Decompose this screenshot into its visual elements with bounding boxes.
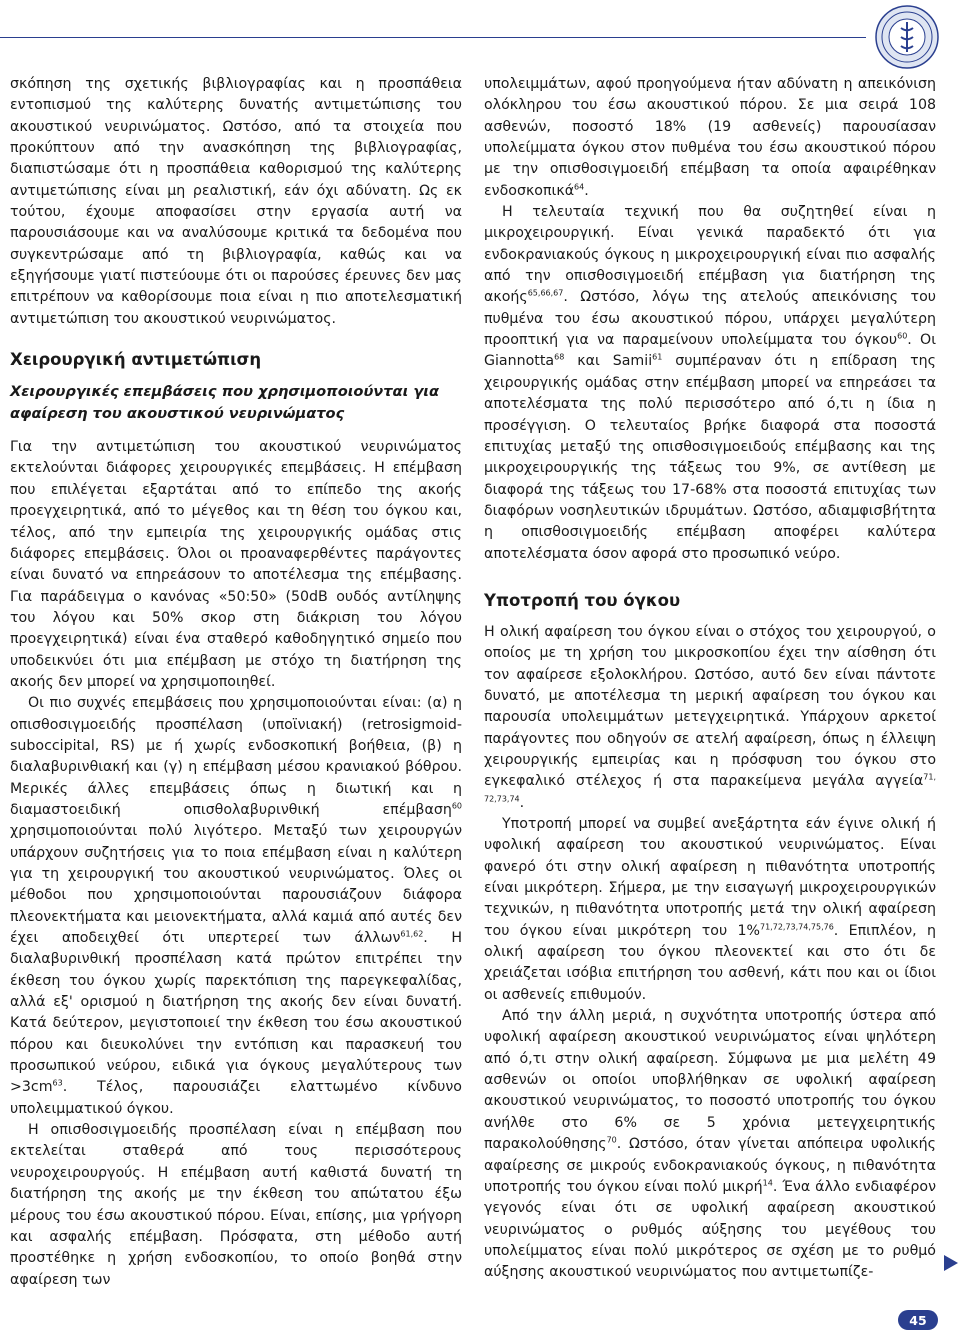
right-paragraph-4 [484, 814, 936, 1006]
left-paragraph-2: Για την αντιμετώπιση του ακουστικού νευρινώματος εκτελούνται διάφορες χειρουργικές επεμβάσεις. Η επέμβαση που επιλέγεται εξαρτάται από το επίπεδο της ακοής προεγχειρητικά, από το μέγεθος και τη θέση του όγκου και, τέλος, από την εμπειρία της χειρουργικής ομάδας στις διάφορες επεμβάσεις. Όλοι οι προαναφερθέντες παράγοντες είναι δυνατό να επηρεάσουν το αποτέλεσμα της επέμβασης. Για παράδειγμα ο κανόνας «50:50» (50dB ουδός αντίληψης του λόγου και 50% σκορ στη διάκριση του λόγου προεγχειρητικά) είναι ένα σταθερό καθοδηγητικό σημείο που υποδεικνύει ότι μια επέμβαση με στόχο τη διατήρηση της ακοής δεν μπορεί να χρησιμοποιηθεί. [10, 439, 462, 690]
citation: 71,72,73,74,75,76 [760, 921, 834, 931]
right-paragraph-5 [484, 1006, 936, 1283]
left-paragraph-1: σκόπηση της σχετικής βιβλιογραφίας και η προσπάθεια εντοπισμού της καλύτερης δυνατής αντιμετώπισης του ακουστικού νευρινώματος. Ωστόσο, από τα στοιχεία που προκύπτουν από την ανασκόπηση της βιβλιογραφίας, διαπιστώσαμε ότι η προσπάθεια καθορισμού της καλύτερης αντιμετώπισης είναι μη ρεαλιστική, εάν όχι αδύνατη. Ως εκ τούτου, έχουμε αποφασίσει στην εργασία αυτή να παρουσιάσουμε και να αναλύσουμε κριτικά τα δεδομένα που συγκεντρώσαμε από τη βιβλιογραφία, καθώς και να εξηγήσουμε γιατί πιστεύουμε ότι οι παρούσες έρευνες δεν μας επιτρέπουν να καθορίσουμε ποια είναι η πιο αποτελεσματική αντιμετώπιση του ακουστικού νευρινώματος. [10, 76, 462, 327]
citation: 65,66,67 [527, 288, 564, 298]
citation: 14 [762, 1178, 773, 1188]
right-paragraph-3 [484, 622, 936, 814]
text-run: . Ένα άλλο ενδιαφέρον γεγονός είναι ότι σε υφολική αφαίρεση ακουστικού νευρινώματος ο ρυθμός αύξησης του μεγέθους του υπολείμματος είναι πολύ μικρότερος σε σχέση με το ρυθμό αύξησης ακουστικού νευρινώματος που αντιμετωπίζε- [484, 1178, 936, 1281]
text-run: Οι πιο συχνές επεμβάσεις που χρησιμοποιούνται είναι: (α) η οπισθοσιγμοειδής προσπέλαση (υποϊνιακή) (retrosigmoid-suboccipital, RS) με ή χωρίς ενδοσκοπική βοήθεια, (β) η διαλαβυρινθιακή και (γ) η επέμβαση μέσου κρανιακού βόθρου. Μερικές άλλες επεμβάσεις όπως η διωτική και η διαμαστοειδική οπισθολαβυρινθική επέμβαση [10, 695, 462, 818]
citation: 60 [451, 801, 462, 811]
right-paragraph-1 [484, 74, 936, 202]
text-run: συμπέραναν ότι η επίδραση της χειρουργικής ομάδας στην επέμβαση μπορεί να επηρεάσει τα αποτελέσματα της πολύ περισσότερο από ό,τι η ίδια η προσέγγιση. Ο τελευταίος βρήκε διαφορά στα ποσοστά επιτυχίας μεταξύ της οπισθοσιγμοειδούς επέμβασης και της μικροχειρουργικής της τάξεως του 9%, σε αντίθεση με διαφορά της τάξεως του 17-68% στα ποσοστά επιτυχίας των διαφόρων νοσηλευτικών ιδρυμάτων. Ωστόσο, αδιαμφισβήτητα η οπισθοσιγμοειδής επέμβαση αποφέρει καλύτερα αποτελέσματα όσον αφορά στο προσωπικό νεύρο. [484, 353, 936, 562]
left-paragraph-3 [10, 693, 462, 1120]
text-run: . [584, 182, 589, 199]
text-run: Υποτροπή μπορεί να συμβεί ανεξάρτητα εάν έγινε ολική ή υφολική αφαίρεση του ακουστικού νευρινώματος. Είναι φανερό ότι στην ολική αφαίρεση η πιθανότητα υποτροπής είναι μικρότερη. Σήμερα, με την εισαγωγή μικροχειρουργικών τεχνικών, η πιθανότητα υποτροπής μετά την ολική αφαίρεση του όγκου είναι μικρότερη του 1% [484, 816, 936, 939]
citation: 71, 72,73,74 [484, 772, 936, 803]
text-run: υπολειμμάτων, αφού προηγούμενα ήταν αδύνατη η απεικόνιση ολόκληρου του έσω ακουστικού πόρου. Σε μια σειρά 108 ασθενών, ποσοστό 18% (19 ασθενείς) παρουσίασαν υπολείμματα όγκου στον πυθμένα του έσω ακουστικού πόρου με την οπισθοσιγμοειδή επέμβαση τα οποία αφαιρέθηκαν ενδοσκοπικά [484, 76, 936, 199]
right-paragraph-2 [484, 202, 936, 565]
text-run: . Τέλος, παρουσιάζει ελαττωμένο κίνδυνο υπολειμματικού όγκου. [10, 1079, 462, 1117]
text-run: . Ωστόσο, λόγω της ατελούς απεικόνισης του πυθμένα του έσω ακουστικού πόρου, υπάρχει μεγαλύτερη προοπτική για να παραμείνουν υπολείμματα του όγκου [484, 289, 936, 349]
text-run: Από την άλλη μεριά, η συχνότητα υποτροπής ύστερα από υφολική αφαίρεση ακουστικού νευρινώματος είναι ψηλότερη από ό,τι στην ολική αφαίρεση. Σύμφωνα με μια μελέτη 49 ασθενών οι οποίοι υποβλήθηκαν σε υφολική αφαίρεση ακουστικού νευρινώματος, το ποσοστό υποτροπής του όγκου ανήλθε στο 6% σε 5 χρόνια μετεγχειρητικής παρακολούθησης [484, 1008, 936, 1153]
text-run: . Η διαλαβυρινθική προσπέλαση κατά πρώτον επιτρέπει την έκθεση του όγκου χωρίς παρεκτόπιση της παρεγκεφαλίδας, αλλά εξ' ορισμού η διατήρηση της ακοής δεν είναι δυνατή. Κατά δεύτερον, μεγιστοποιεί την έκθεση του έσω ακουστικού πόρου και διευκολύνει την εντόπιση και παρασκευή του προσωπικού νεύρου, ειδικά για όγκους μεγαλύτερους των >3cm [10, 930, 462, 1096]
header-rule [0, 37, 866, 38]
text-run: . [519, 794, 525, 811]
text-run: . Ωστόσο, όταν γίνεται απόπειρα υφολικής αφαίρεσης σε μικρούς ενδοκρανιακούς όγκους, η πιθανότητα υποτροπής του όγκου είναι πολύ μικρή [484, 1136, 936, 1195]
text-run: και Samii [564, 353, 653, 370]
citation: 61 [652, 352, 663, 362]
citation: 70 [606, 1135, 617, 1145]
citation: 61,62 [400, 929, 424, 939]
left-column [10, 74, 462, 1291]
text-run: . Οι Giannotta [484, 332, 936, 370]
subsection-heading-surgical-procedures: Χειρουργικές επεμβάσεις που χρησιμοποιούνται για αφαίρεση του ακουστικού νευρινώματος [10, 383, 440, 423]
right-column [484, 74, 936, 1284]
citation: 60 [897, 331, 908, 341]
citation: 63 [52, 1078, 63, 1088]
section-heading-tumor-recurrence: Υποτροπή του όγκου [484, 590, 681, 610]
text-run: . Επιπλέον, η ολική αφαίρεση του όγκου πλεονεκτεί και στο ότι δε χρειάζεται ισόβια επιτήρηση του ασθενή, κάτι που και οι ίδιοι οι ασθενείς επιθυμούν. [484, 922, 936, 1003]
continue-arrow-icon [944, 1255, 958, 1271]
page-number: 45 [909, 1312, 927, 1328]
section-heading-surgical-treatment: Χειρουργική αντιμετώπιση [10, 350, 262, 370]
society-seal-logo [874, 4, 940, 70]
citation: 68 [554, 352, 565, 362]
citation: 64 [574, 181, 585, 191]
text-run: Η τελευταία τεχνική που θα συζητηθεί είναι η μικροχειρουργική. Είναι γενικά παραδεκτό ότι για ενδοκρανιακούς όγκους η μικροχειρουργική είναι πιο ασφαλής από την οπισθοσιγμοειδή επέμβαση για διατήρηση της ακοής [484, 204, 936, 306]
page-number-badge [898, 1310, 938, 1330]
left-paragraph-4: Η οπισθοσιγμοειδής προσπέλαση είναι η επέμβαση που εκτελείται σταθερά από τους περισσότερους νευροχειρουργούς. Η επέμβαση αυτή καθιστά δυνατή τη διατήρηση της ακοής με την έκθεση του απώτατου έξω μέρους του έσω ακουστικού πόρου. Είναι, επίσης, μια γρήγορη και ασφαλής επέμβαση. Πρόσφατα, στη μέθοδο αυτή προστέθηκε η χρήση ενδοσκοπίου, το οποίο βοηθά στην αφαίρεση των [10, 1122, 462, 1288]
text-run: Η ολική αφαίρεση του όγκου είναι ο στόχος του χειρουργού, ο οποίος με τη χρήση του μικροσκοπίου έχει την αίσθηση ότι τον αφαίρεσε εξολοκλήρου. Ωστόσο, αυτό δεν είναι πάντοτε δυνατό, με αποτέλεσμα τη μερική αφαίρεση του όγκου και παρουσία υπολειμμάτων μετεγχειρητικά. Υπάρχουν αρκετοί παράγοντες που οδηγούν σε ατελή αφαίρεση, όπως η έλλειψη χειρουργικής εμπειρίας και η πρόσφυση του όγκου στο εγκεφαλικό στέλεχος ή στα παρακείμενα μεγάλα αγγεία [484, 623, 936, 790]
text-run: χρησιμοποιούνται πολύ λιγότερο. Μεταξύ των χειρουργών υπάρχουν συζητήσεις για το ποια επέμβαση είναι η καλύτερη για τη χειρουργική του ακουστικού νευρινώματος. Όλες οι μέθοδοι που χρησιμοποιούνται παρουσιάζουν διάφορα πλεονεκτήματα και μειονεκτήματα, αλλά καμιά από αυτές δεν έχει αποδειχθεί ότι υπερτερεί των άλλων [10, 823, 462, 947]
